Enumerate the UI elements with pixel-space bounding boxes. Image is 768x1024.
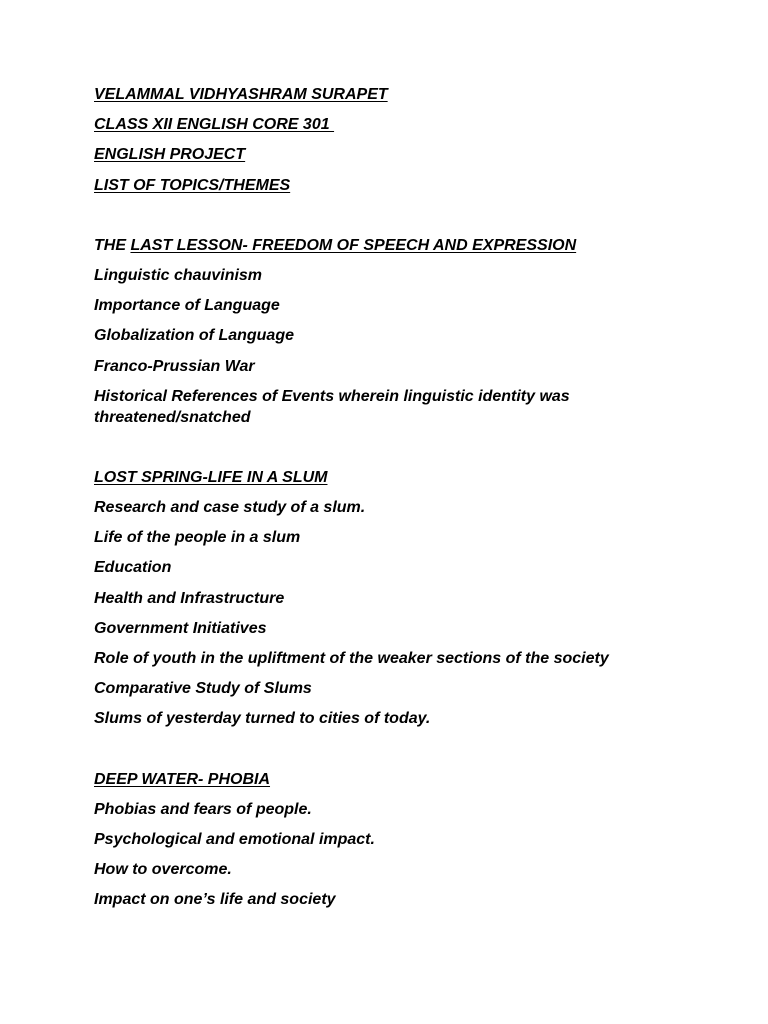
list-item: Government Initiatives (94, 619, 267, 637)
section-heading-lost-spring: LOST SPRING-LIFE IN A SLUM (94, 468, 328, 486)
list-title: LIST OF TOPICS/THEMES (94, 176, 291, 194)
list-item: Role of youth in the upliftment of the weaker sections of the society (94, 650, 609, 667)
section-heading-prefix: THE (94, 236, 131, 254)
list-item: Linguistic chauvinism (94, 266, 263, 284)
list-item: Phobias and fears of people. (94, 800, 312, 818)
list-item: Psychological and emotional impact. (94, 830, 375, 848)
class-line: CLASS XII ENGLISH CORE 301 (94, 116, 335, 134)
list-item: Life of the people in a slum (94, 529, 301, 547)
list-item: Globalization of Language (94, 327, 294, 345)
spacer (94, 437, 694, 467)
school-name: VELAMMAL VIDHYASHRAM SURAPET (94, 86, 388, 103)
list-item: Importance of Language (94, 297, 280, 315)
list-item: Education (94, 559, 172, 577)
section-heading-last-lesson (94, 235, 694, 256)
section-heading-deep-water: DEEP WATER- PHOBIA (94, 770, 271, 788)
document-page (94, 84, 694, 920)
list-item: Research and case study of a slum. (94, 499, 366, 517)
project-title: ENGLISH PROJECT (94, 146, 246, 164)
spacer (94, 739, 694, 769)
list-item: Franco-Prussian War (94, 357, 255, 375)
list-item: Comparative Study of Slums (94, 680, 312, 698)
list-item: Impact on one’s life and society (94, 891, 336, 909)
spacer (94, 205, 694, 235)
list-item: Slums of yesterday turned to cities of today. (94, 710, 431, 728)
list-item: How to overcome. (94, 861, 232, 879)
section-heading-title: LAST LESSON- FREEDOM OF SPEECH AND EXPRESSION (130, 236, 577, 254)
list-item: Health and Infrastructure (94, 589, 285, 607)
list-item: Historical References of Events wherein linguistic identity was threatened/snatched (94, 387, 570, 426)
